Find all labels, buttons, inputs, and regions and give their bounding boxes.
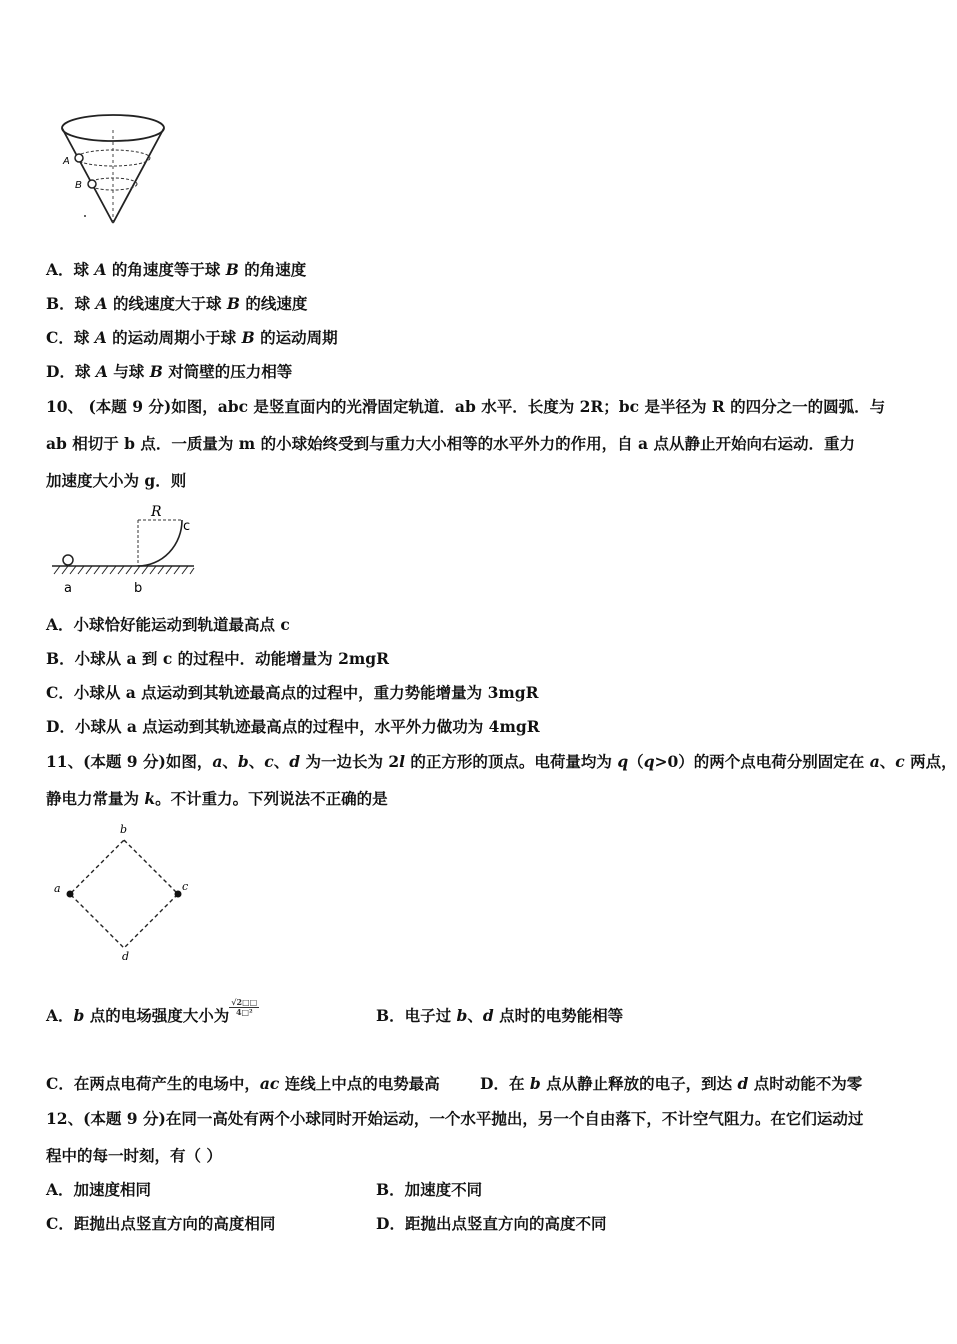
small-ball [63, 555, 73, 565]
label-c: c [183, 519, 191, 534]
q9-option-a: A．球 A 的角速度等于球 B 的角速度 [46, 260, 307, 279]
label-b: b [134, 581, 143, 596]
q11-option-a: A．b 点的电场强度大小为 $\frac{√2□□}{\text{4□²}}$ [46, 996, 258, 1025]
ball-b [88, 180, 96, 188]
q11-stem-line2: 静电力常量为 k。不计重力。下列说法不正确的是 [46, 789, 388, 808]
cone-side-left [62, 128, 113, 223]
q12-option-b: B．加速度不同 [376, 1180, 483, 1199]
q10-stem-line2: ab 相切于 b 点．一质量为 m 的小球始终受到与重力大小相等的水平外力的作用，自 a 点从静止开始向右运动．重力 [46, 434, 855, 453]
label-r: R [151, 504, 162, 520]
label-b: b [120, 823, 128, 836]
q11-option-d: D．在 b 点从静止释放的电子，到达 d 点时动能不为零 [480, 1074, 863, 1093]
q12-option-c: C．距抛出点竖直方向的高度相同 [46, 1214, 276, 1233]
q11-option-c: C．在两点电荷产生的电场中，ac 连线上中点的电势最高 [46, 1074, 440, 1093]
q10-option-c: C．小球从 a 点运动到其轨迹最高点的过程中，重力势能增量为 3mgR [46, 683, 539, 702]
label-a: a [64, 581, 72, 596]
q9-option-d: D．球 A 与球 B 对筒壁的压力相等 [46, 362, 293, 381]
ball-a [75, 154, 83, 162]
q11-option-b: B．电子过 b、d 点时的电势能相等 [376, 1006, 624, 1025]
square-outline [70, 840, 178, 948]
q11-stem-line1: 11、(本题 9 分)如图，a、b、c、d 为一边长为 2l 的正方形的顶点。电荷量均为 q（q>0）的两个点电荷分别固定在 a、c 两点， [46, 752, 957, 771]
arc-bc [138, 520, 182, 566]
cone-figure [55, 108, 175, 233]
q12-option-a: A．加速度相同 [46, 1180, 152, 1199]
label-d: d [122, 950, 130, 963]
cone-side-right [113, 128, 164, 223]
orbit-a [76, 150, 150, 166]
fraction-expression: $\frac{√2□□}{\text{4□²}}$ [231, 996, 258, 1017]
q9-option-b: B．球 A 的线速度大于球 B 的线速度 [46, 294, 308, 313]
track-figure [48, 500, 198, 600]
charge-a [67, 891, 74, 898]
square-figure [48, 818, 198, 966]
label-a: a [54, 882, 61, 895]
q12-stem-line2: 程中的每一时刻，有（ ） [46, 1146, 222, 1165]
q10-option-b: B．小球从 a 到 c 的过程中．动能增量为 2mgR [46, 649, 389, 668]
dot-mark [84, 215, 86, 217]
label-a: A [63, 156, 70, 167]
ground-hatching [54, 566, 194, 574]
label-c: c [182, 880, 189, 893]
q9-option-c: C．球 A 的运动周期小于球 B 的运动周期 [46, 328, 338, 347]
label-b: B [75, 180, 82, 191]
q12-option-d: D．距抛出点竖直方向的高度不同 [376, 1214, 607, 1233]
q10-option-d: D．小球从 a 点运动到其轨迹最高点的过程中，水平外力做功为 4mgR [46, 717, 540, 736]
q10-option-a: A．小球恰好能运动到轨道最高点 c [46, 615, 290, 634]
charge-c [175, 891, 182, 898]
q10-stem-line1: 10、 (本题 9 分)如图，abc 是竖直面内的光滑固定轨道．ab 水平．长度为 2R；bc 是半径为 R 的四分之一的圆弧．与 [46, 397, 886, 416]
q12-stem-line1: 12、(本题 9 分)在同一高处有两个小球同时开始运动，一个水平抛出，另一个自由落下，不计空气阻力。在它们运动过 [46, 1109, 864, 1128]
q10-stem-line3: 加速度大小为 g．则 [46, 471, 187, 490]
